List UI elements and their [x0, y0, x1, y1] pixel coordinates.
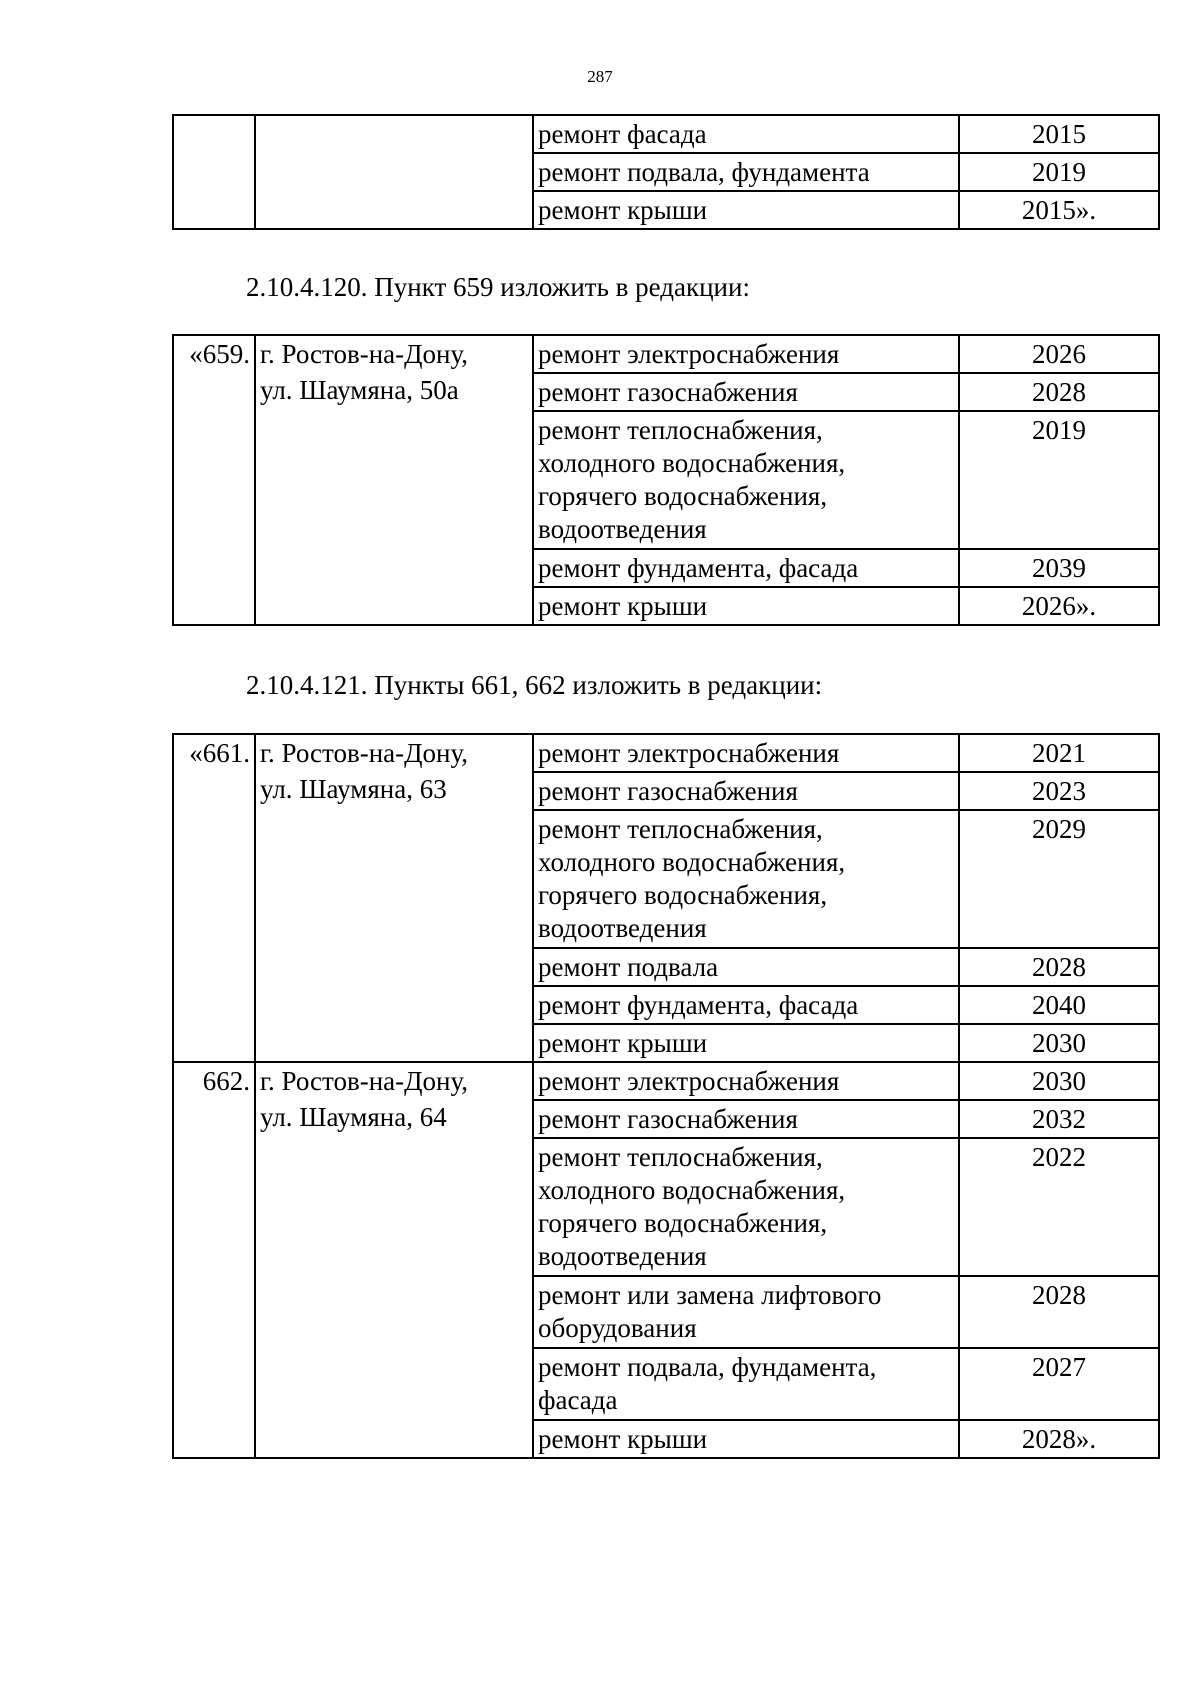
- work-type-line: ремонт подвала, фундамента,: [538, 1352, 877, 1382]
- work-type-cell: [533, 772, 959, 810]
- work-type-cell: [533, 1348, 959, 1420]
- year-cell: 2028: [959, 1276, 1159, 1348]
- table-row: [173, 1062, 1159, 1100]
- work-type-line: горячего водоснабжения,: [538, 1208, 828, 1238]
- year-cell: 2019: [959, 411, 1159, 549]
- year-cell: 2027: [959, 1348, 1159, 1420]
- work-type-line: ремонт фасада: [538, 119, 707, 149]
- year-cell: 2028: [959, 373, 1159, 411]
- work-type-line: фасада: [538, 1385, 618, 1415]
- item-number-cell: «659.: [173, 335, 255, 625]
- address-cell: [255, 115, 533, 229]
- work-type-line: ремонт газоснабжения: [538, 776, 798, 806]
- work-type-cell: [533, 1138, 959, 1276]
- work-type-cell: [533, 734, 959, 772]
- year-cell: 2023: [959, 772, 1159, 810]
- year-cell: 2028: [959, 948, 1159, 986]
- work-type-line: ремонт крыши: [538, 1424, 708, 1454]
- work-type-cell: [533, 115, 959, 153]
- work-type-line: холодного водоснабжения,: [538, 1175, 846, 1205]
- year-cell: 2030: [959, 1062, 1159, 1100]
- work-type-line: оборудования: [538, 1313, 697, 1343]
- work-type-line: холодного водоснабжения,: [538, 847, 846, 877]
- work-type-line: ремонт фундамента, фасада: [538, 990, 859, 1020]
- year-cell: 2021: [959, 734, 1159, 772]
- work-type-line: ремонт газоснабжения: [538, 377, 798, 407]
- work-type-cell: [533, 191, 959, 229]
- work-type-line: ремонт или замена лифтового: [538, 1280, 882, 1310]
- year-cell: 2029: [959, 810, 1159, 948]
- work-type-line: ремонт электроснабжения: [538, 1066, 840, 1096]
- work-type-line: ремонт теплоснабжения,: [538, 1142, 823, 1172]
- item-number-cell: [173, 115, 255, 229]
- table-2: [172, 334, 1160, 626]
- table-1: [172, 114, 1160, 230]
- address-cell: [255, 1062, 533, 1458]
- year-cell: 2028».: [959, 1420, 1159, 1458]
- work-type-line: ремонт электроснабжения: [538, 339, 840, 369]
- work-type-cell: [533, 1276, 959, 1348]
- page-number: 287: [587, 67, 613, 86]
- work-type-line: ремонт подвала, фундамента: [538, 157, 870, 187]
- work-type-cell: [533, 1062, 959, 1100]
- work-type-line: ремонт крыши: [538, 1028, 708, 1058]
- work-type-cell: [533, 948, 959, 986]
- item-number-cell: 662.: [173, 1062, 255, 1458]
- work-type-line: ремонт газоснабжения: [538, 1104, 798, 1134]
- work-type-line: горячего водоснабжения,: [538, 880, 828, 910]
- work-type-cell: [533, 549, 959, 587]
- work-type-cell: [533, 335, 959, 373]
- year-cell: 2015: [959, 115, 1159, 153]
- work-type-line: горячего водоснабжения,: [538, 481, 828, 511]
- table-row: [173, 734, 1159, 772]
- work-type-line: ремонт теплоснабжения,: [538, 814, 823, 844]
- year-cell: 2015».: [959, 191, 1159, 229]
- year-cell: 2040: [959, 986, 1159, 1024]
- year-cell: 2019: [959, 153, 1159, 191]
- address-line: ул. Шаумяна, 63: [260, 774, 447, 804]
- table-row: [173, 335, 1159, 373]
- table-row: [173, 115, 1159, 153]
- year-cell: 2026».: [959, 587, 1159, 625]
- address-cell: [255, 734, 533, 1062]
- address-line: ул. Шаумяна, 50а: [260, 375, 459, 405]
- work-type-cell: [533, 411, 959, 549]
- work-type-cell: [533, 1100, 959, 1138]
- table-3: [172, 733, 1160, 1459]
- work-type-cell: [533, 986, 959, 1024]
- address-line: г. Ростов-на-Дону,: [260, 1066, 469, 1096]
- year-cell: 2039: [959, 549, 1159, 587]
- work-type-line: ремонт фундамента, фасада: [538, 553, 859, 583]
- address-line: ул. Шаумяна, 64: [260, 1102, 447, 1132]
- work-type-cell: [533, 373, 959, 411]
- work-type-line: ремонт крыши: [538, 591, 708, 621]
- address-line: г. Ростов-на-Дону,: [260, 339, 469, 369]
- paragraph-items-2-10-4-121: 2.10.4.121. Пункты 661, 662 изложить в редакции:: [246, 670, 823, 700]
- work-type-line: ремонт электроснабжения: [538, 738, 840, 768]
- work-type-cell: [533, 1024, 959, 1062]
- year-cell: 2030: [959, 1024, 1159, 1062]
- work-type-line: водоотведения: [538, 514, 707, 544]
- address-line: г. Ростов-на-Дону,: [260, 738, 469, 768]
- work-type-line: ремонт крыши: [538, 195, 708, 225]
- work-type-cell: [533, 1420, 959, 1458]
- work-type-line: водоотведения: [538, 913, 707, 943]
- year-cell: 2032: [959, 1100, 1159, 1138]
- item-number-cell: «661.: [173, 734, 255, 1062]
- work-type-line: водоотведения: [538, 1241, 707, 1271]
- work-type-line: ремонт подвала: [538, 952, 719, 982]
- work-type-cell: [533, 153, 959, 191]
- year-cell: 2022: [959, 1138, 1159, 1276]
- year-cell: 2026: [959, 335, 1159, 373]
- work-type-line: ремонт теплоснабжения,: [538, 415, 823, 445]
- address-cell: [255, 335, 533, 625]
- work-type-cell: [533, 810, 959, 948]
- work-type-cell: [533, 587, 959, 625]
- work-type-line: холодного водоснабжения,: [538, 448, 846, 478]
- paragraph-item-2-10-4-120: 2.10.4.120. Пункт 659 изложить в редакции:: [246, 272, 750, 302]
